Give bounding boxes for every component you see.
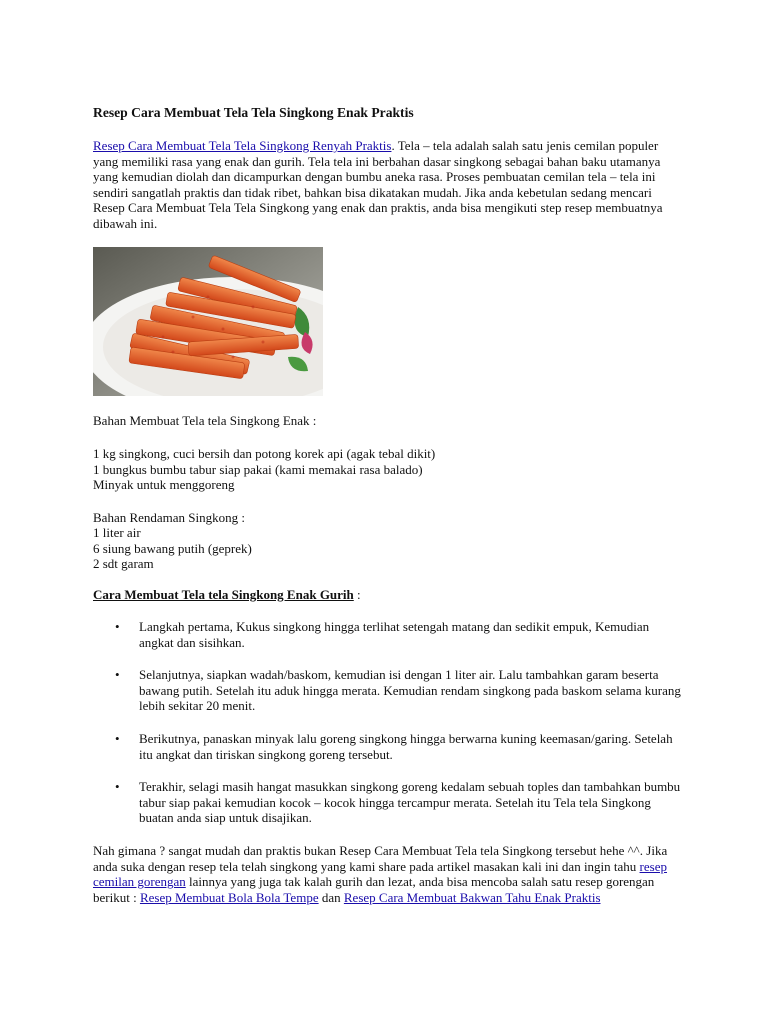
ingredient-item: Minyak untuk menggoreng [93,477,235,493]
list-item [93,731,683,762]
step-text: Selanjutnya, siapkan wadah/baskom, kemudian isi dengan 1 liter air. Lalu tambahkan garam beserta bawang putih. Setelah itu aduk hingga merata. Kemudian rendam singkong pada baskom selama kurang lebih sekitar 20 menit. [139,667,681,714]
closing-paragraph [93,843,678,905]
list-item [93,667,683,714]
method-heading: Cara Membuat Tela tela Singkong Enak Gurih [93,587,354,602]
intro-paragraph [93,138,678,232]
soak-item: 6 siung bawang putih (geprek) [93,540,252,556]
step-text: Langkah pertama, Kukus singkong hingga terlihat setengah matang dan sedikit empuk, Kemudian angkat dan sisihkan. [139,619,650,650]
closing-text: dan [318,889,344,905]
step-text: Berikutnya, panaskan minyak lalu goreng singkong hingga berwarna kuning keemasan/garing. Setelah itu angkat dan tiriskan singkong goreng tersebut. [139,730,673,762]
method-steps [93,619,683,843]
soak-item: 1 liter air [93,525,141,540]
ingredient-item: 1 kg singkong, cuci bersih dan potong korek api (agak tebal dikit) [93,446,436,461]
bullet-icon: • [115,730,120,746]
ingredients-heading: Bahan Membuat Tela tela Singkong Enak : [93,413,317,428]
intro-text: . Tela – tela adalah salah satu jenis cemilan populer yang memiliki rasa yang enak dan gurih. Tela tela ini berbahan dasar singkong sebagai bahan baku utamanya yang kemudian diolah dan dicampurkan dengan bumbu aneka rasa. Proses pembuatan cemilan tela – tela ini sendiri sangatlah praktis dan tidak ribet, bahkan bisa dikatakan mudah. Jika anda kebetulan sedang mencari Resep Cara Membuat Tela Tela Singkong yang enak dan praktis, anda bisa mengikuti step resep membuatnya dibawah ini. [93,138,663,231]
list-item [93,619,683,650]
step-text: Terakhir, selagi masih hangat masukkan singkong goreng kedalam sebuah toples dan tambahkan bumbu tabur siap pakai kemudian kocok – kocok hingga tercampur merata. Setelah itu Tela tela Singkong buatan anda siap untuk disajikan. [139,779,681,826]
bullet-icon: • [115,779,120,795]
method-heading-suffix: : [353,587,361,602]
intro-link[interactable]: Resep Cara Membuat Tela Tela Singkong Renyah Praktis [93,138,392,153]
fries-image [93,247,323,396]
soak-list [93,525,252,572]
bakwan-tahu-link[interactable]: Resep Cara Membuat Bakwan Tahu Enak Praktis [343,889,601,905]
method-heading-line [93,587,361,603]
bullet-icon: • [115,667,120,683]
bola-tempe-link[interactable]: Resep Membuat Bola Bola Tempe [139,889,319,905]
soak-item: 2 sdt garam [93,556,154,572]
bullet-icon: • [115,619,120,634]
cemilan-gorengan-link[interactable]: resep cemilan gorengan [93,858,667,890]
ingredient-item: 1 bungkus bumbu tabur siap pakai (kami memakai rasa balado) [93,461,423,477]
fries-photo [93,247,323,396]
closing-text: lainnya yang juga tak kalah gurih dan lezat, anda bisa mencoba salah satu resep gorengan berikut : [93,874,655,905]
soak-heading: Bahan Rendaman Singkong : [93,510,246,525]
page-title: Resep Cara Membuat Tela Tela Singkong Enak Praktis [93,105,414,120]
closing-text: Nah gimana ? sangat mudah dan praktis bukan Resep Cara Membuat Tela tela Singkong tersebut hehe ^^. Jika anda suka dengan resep tela telah singkong yang kami share pada artikel masakan kali ini dan ingin tahu [93,843,668,874]
list-item [93,779,683,826]
ingredients-list [93,446,435,493]
